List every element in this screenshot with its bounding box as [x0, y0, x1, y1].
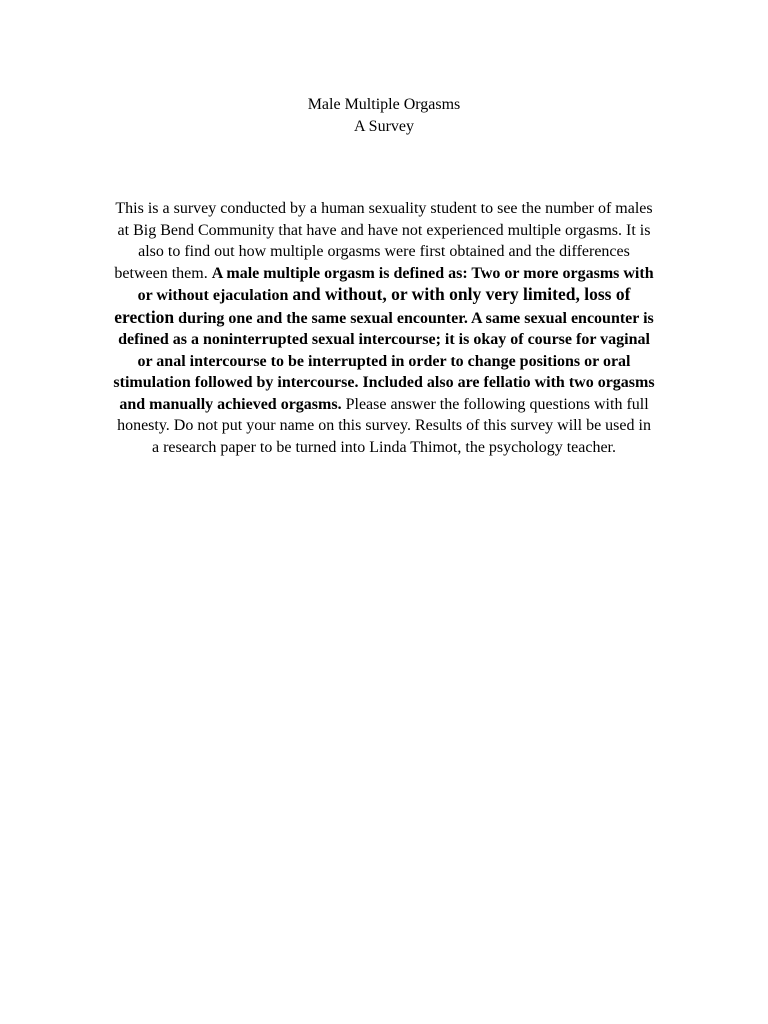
definition-emphasis: and without, or with only very limited, loss of erection: [114, 284, 631, 327]
survey-description: [112, 198, 656, 458]
definition-text: [113, 265, 654, 413]
intro-text: This is a survey conducted by a human sexuality student to see the number of males at Big Bend Community that have and have not experienced multiple orgasms. It is also to find out how multiple orgasms were first obtained and the differences between them.: [114, 200, 653, 282]
document-subtitle: A Survey: [354, 118, 414, 135]
title-block: [0, 94, 768, 138]
document-title: Male Multiple Orgasms: [307, 96, 461, 113]
instructions-text: Please answer the following questions with full honesty. Do not put your name on this survey. Results of this survey will be used in a research paper to be turned into Linda Thimot, the psychology teacher.: [117, 395, 651, 456]
definition-part-1: A male multiple orgasm is defined as: Two or more orgasms with or without ejaculation: [137, 264, 654, 304]
definition-part-2: during one and the same sexual encounter. A same sexual encounter is defined as a noninterrupted sexual intercourse; it is okay of course for vaginal or anal intercourse to be interrupted in order to change positions or oral stimulation followed by intercourse. Included also are fellatio with two orgasms and manually achieved orgasms.: [113, 309, 655, 413]
